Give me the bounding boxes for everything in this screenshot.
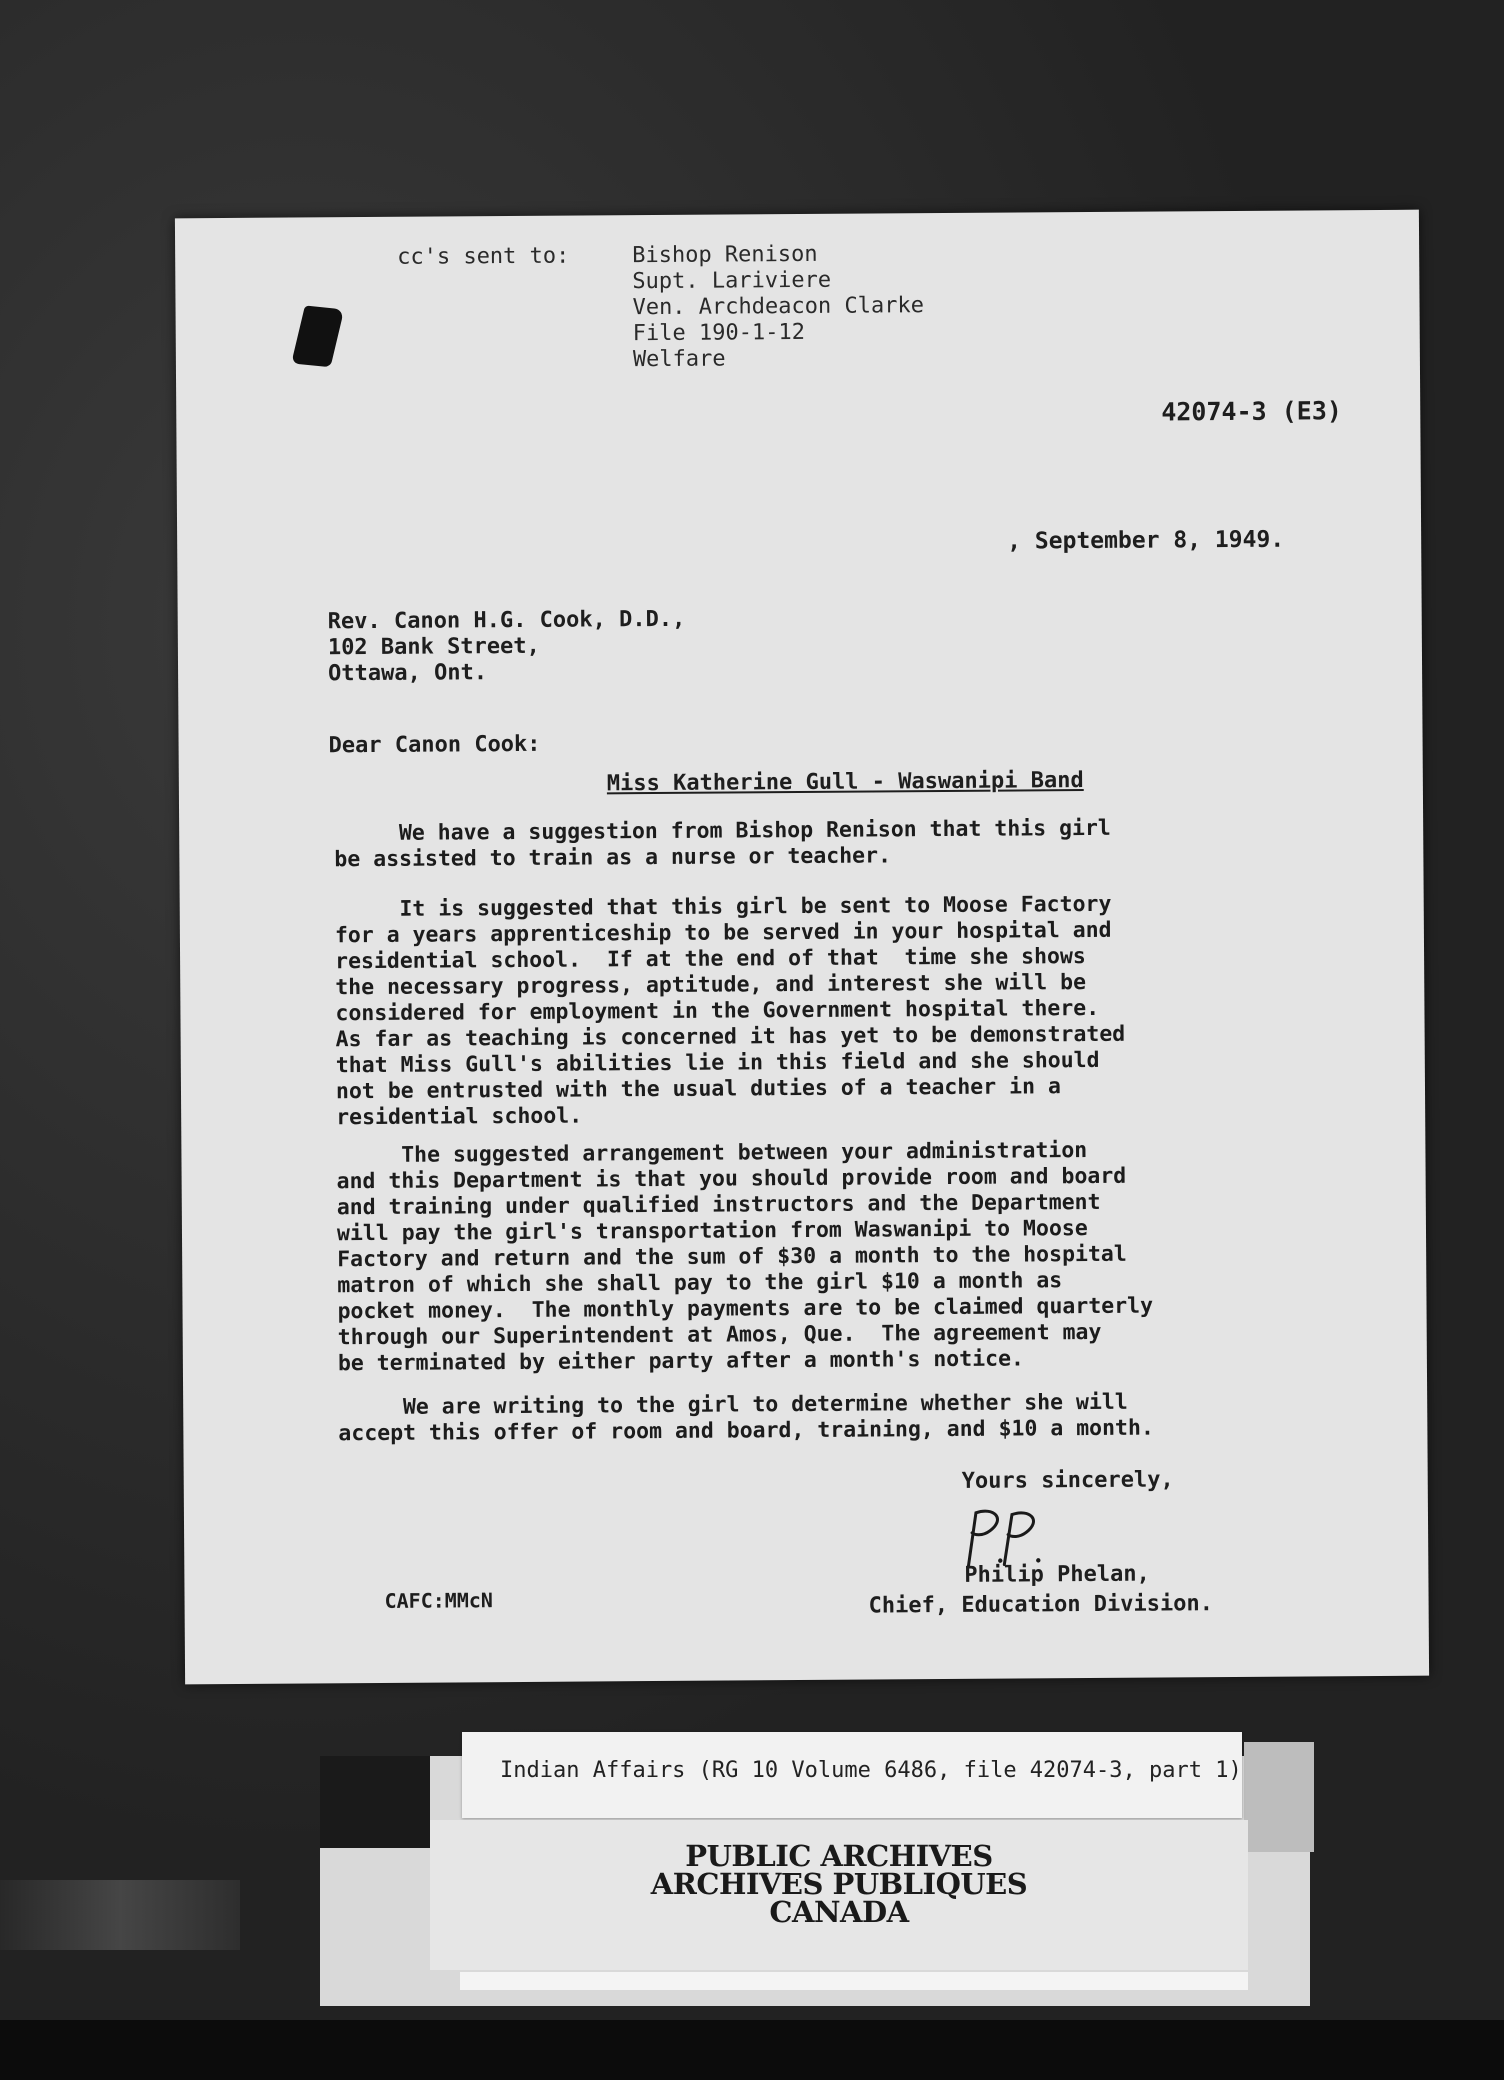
body-paragraph: The suggested arrangement between your administration and this Department is that you should provide room and board and training under qualified instructors and the Department will pay the girl's transportation from Waswanipi to Moose Factory and return and the sum of $30 a month to the hospital matron of which she shall pay to the girl $10 a month as pocket money. The monthly payments are to be claimed quarterly through our Superintendent at Amos, Que. The agreement may be terminated by either party after a month's notice. [336, 1138, 1154, 1377]
body-paragraph: We have a suggestion from Bishop Renison that this girl be assisted to train as a nurse or teacher. [334, 815, 1111, 873]
cc-recipient: Bishop Renison [632, 241, 818, 269]
archive-reference-text: Indian Affairs (RG 10 Volume 6486, file 42074-3, part 1) [500, 1758, 1242, 1783]
closing: Yours sincerely, [961, 1467, 1174, 1494]
scan-bottom-band [0, 2020, 1504, 2080]
archive-mount-shadow [320, 1756, 430, 1848]
salutation: Dear Canon Cook: [328, 731, 541, 759]
subject-line: Miss Katherine Gull - Waswanipi Band [606, 768, 1084, 797]
signer-title: Chief, Education Division. [868, 1591, 1214, 1619]
letter-date: , September 8, 1949. [1007, 526, 1285, 555]
cc-recipient: Ven. Archdeacon Clarke [632, 293, 925, 321]
body-paragraph: It is suggested that this girl be sent to Moose Factory for a years apprenticeship to be served in your hospital and residential school. If at the end of that time she shows the necessary progress, aptitude, and interest she will be considered for employment in the Government hospital there. As far as teaching is concerned it has yet to be demonstrated that Miss Gull's abilities lie in this field and she should not be entrusted with the usual duties of a teacher in a residential school. [334, 891, 1126, 1131]
body-paragraph: We are writing to the girl to determine whether she will accept this offer of room and board, training, and $10 a month. [338, 1389, 1154, 1447]
archive-strip [460, 1972, 1248, 1990]
cc-label: cc's sent to: [397, 243, 570, 270]
archive-stamp [430, 1839, 1248, 1929]
stamp-line: ARCHIVES PUBLIQUES [650, 1867, 1028, 1901]
reference-number: 42074-3 (E3) [1161, 396, 1342, 427]
ink-blot-mark [291, 306, 344, 368]
letter-page [175, 210, 1429, 1685]
cc-recipient: Welfare [632, 346, 726, 373]
background-smudge [0, 1880, 240, 1950]
cc-recipient: Supt. Lariviere [632, 267, 832, 295]
address-line: Rev. Canon H.G. Cook, D.D., [327, 606, 686, 635]
cc-recipient-list [632, 241, 924, 373]
signer-name: Philip Phelan, [964, 1561, 1150, 1588]
archive-stamp-area [430, 1820, 1248, 1970]
archive-reference-label [462, 1732, 1242, 1818]
cc-recipient: File 190-1-12 [632, 319, 805, 347]
archive-mount-edge [1244, 1742, 1314, 1852]
stamp-line: PUBLIC ARCHIVES [685, 1839, 993, 1873]
recipient-address [328, 607, 686, 687]
address-line: 102 Bank Street, [327, 633, 540, 661]
typist-initials: CAFC:MMcN [384, 1588, 494, 1613]
address-line: Ottawa, Ont. [327, 660, 488, 687]
stamp-line: CANADA [769, 1895, 909, 1929]
